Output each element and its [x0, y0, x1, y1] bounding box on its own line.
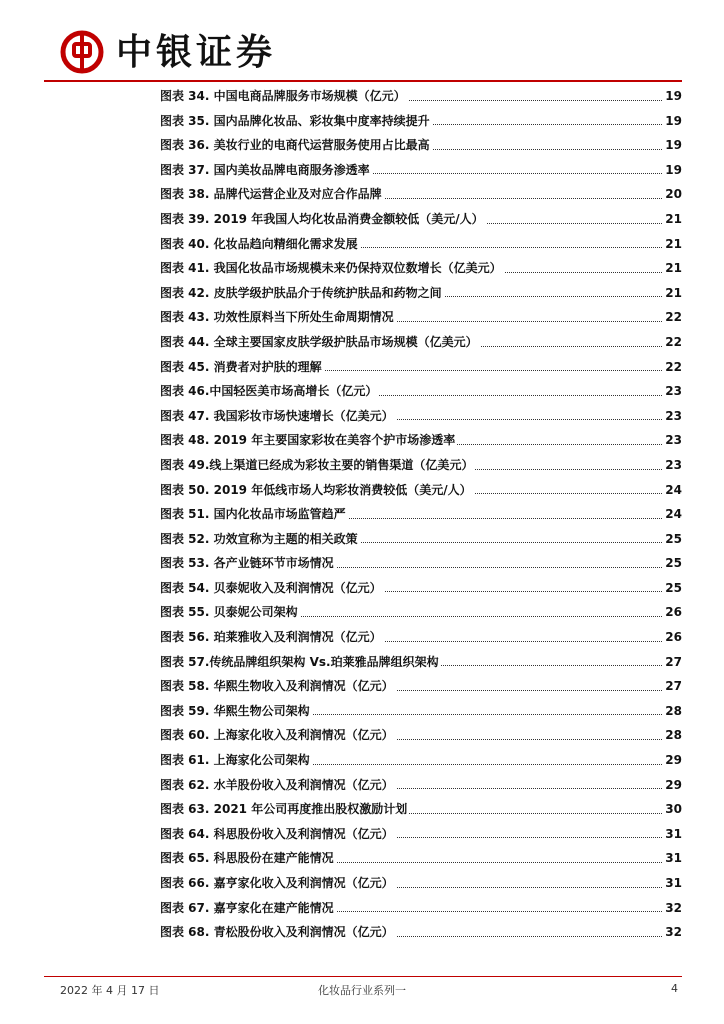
page-number: 4	[671, 982, 678, 995]
toc-entry[interactable]	[160, 84, 682, 109]
toc-entry-label: 图表 54. 贝泰妮收入及利润情况（亿元）	[160, 576, 384, 601]
toc-entry[interactable]	[160, 207, 682, 232]
toc-entry-label: 图表 62. 水羊股份收入及利润情况（亿元）	[160, 773, 396, 798]
toc-entry-label: 图表 57.传统品牌组织架构 Vs.珀莱雅品牌组织架构	[160, 650, 441, 675]
toc-entry[interactable]	[160, 723, 682, 748]
footer-series-title: 化妆品行业系列一	[318, 984, 406, 997]
toc-entry-page: 27	[663, 674, 682, 699]
toc-entry-page: 21	[663, 256, 682, 281]
toc-entry[interactable]	[160, 256, 682, 281]
toc-entry-page: 25	[663, 551, 682, 576]
toc-entry-label: 图表 49.线上渠道已经成为彩妆主要的销售渠道（亿美元）	[160, 453, 475, 478]
toc-entry[interactable]	[160, 871, 682, 896]
toc-entry[interactable]	[160, 232, 682, 257]
toc-entry[interactable]	[160, 600, 682, 625]
toc-entry[interactable]	[160, 502, 682, 527]
toc-entry[interactable]	[160, 822, 682, 847]
toc-entry-label: 图表 60. 上海家化收入及利润情况（亿元）	[160, 723, 396, 748]
toc-entry-page: 31	[663, 822, 682, 847]
toc-entry-page: 29	[663, 773, 682, 798]
toc-entry-label: 图表 40. 化妆品趋向精细化需求发展	[160, 232, 360, 257]
toc-entry-label: 图表 58. 华熙生物收入及利润情况（亿元）	[160, 674, 396, 699]
toc-entry[interactable]	[160, 428, 682, 453]
toc-entry-label: 图表 46.中国轻医美市场高增长（亿元）	[160, 379, 379, 404]
toc-entry-label: 图表 34. 中国电商品牌服务市场规模（亿元）	[160, 84, 408, 109]
toc-entry-label: 图表 36. 美妆行业的电商代运营服务使用占比最高	[160, 133, 432, 158]
toc-entry[interactable]	[160, 478, 682, 503]
toc-entry[interactable]	[160, 773, 682, 798]
toc-entry-page: 32	[663, 896, 682, 921]
toc-entry-label: 图表 45. 消费者对护肤的理解	[160, 355, 324, 380]
toc-entry-label: 图表 55. 贝泰妮公司架构	[160, 600, 300, 625]
toc-entry[interactable]	[160, 674, 682, 699]
toc-entry-page: 28	[663, 699, 682, 724]
toc-entry-label: 图表 50. 2019 年低线市场人均彩妆消费较低（美元/人）	[160, 478, 474, 503]
toc-entry[interactable]	[160, 404, 682, 429]
toc-entry[interactable]	[160, 920, 682, 945]
toc-entry-label: 图表 51. 国内化妆品市场监管趋严	[160, 502, 348, 527]
toc-entry-page: 19	[663, 109, 682, 134]
toc-entry-page: 23	[663, 428, 682, 453]
toc-entry[interactable]	[160, 896, 682, 921]
toc-entry-label: 图表 37. 国内美妆品牌电商服务渗透率	[160, 158, 372, 183]
toc-entry[interactable]	[160, 133, 682, 158]
toc-entry[interactable]	[160, 748, 682, 773]
toc-entry-page: 26	[663, 600, 682, 625]
company-name: 中银证券	[116, 31, 277, 73]
toc-entry[interactable]	[160, 551, 682, 576]
toc-entry[interactable]	[160, 281, 682, 306]
bank-of-china-logo-icon	[60, 30, 104, 74]
header-divider	[44, 80, 682, 82]
toc-entry-page: 31	[663, 846, 682, 871]
toc-entry-label: 图表 56. 珀莱雅收入及利润情况（亿元）	[160, 625, 384, 650]
toc-entry-label: 图表 53. 各产业链环节市场情况	[160, 551, 336, 576]
toc-entry-page: 21	[663, 232, 682, 257]
toc-entry-page: 22	[663, 355, 682, 380]
toc-entry-page: 26	[663, 625, 682, 650]
toc-entry-label: 图表 41. 我国化妆品市场规模未来仍保持双位数增长（亿美元）	[160, 256, 504, 281]
toc-entry[interactable]	[160, 355, 682, 380]
toc-entry-label: 图表 47. 我国彩妆市场快速增长（亿美元）	[160, 404, 396, 429]
toc-entry-page: 19	[663, 133, 682, 158]
toc-entry[interactable]	[160, 797, 682, 822]
toc-entry-label: 图表 68. 青松股份收入及利润情况（亿元）	[160, 920, 396, 945]
footer-divider	[44, 976, 682, 977]
toc-entry[interactable]	[160, 158, 682, 183]
toc-entry-label: 图表 66. 嘉亨家化收入及利润情况（亿元）	[160, 871, 396, 896]
toc-entry-page: 20	[663, 182, 682, 207]
toc-entry[interactable]	[160, 305, 682, 330]
toc-entry-label: 图表 35. 国内品牌化妆品、彩妆集中度率持续提升	[160, 109, 432, 134]
toc-entry[interactable]	[160, 699, 682, 724]
toc-entry-label: 图表 65. 科思股份在建产能情况	[160, 846, 336, 871]
toc-entry-page: 24	[663, 478, 682, 503]
toc-entry-page: 30	[663, 797, 682, 822]
toc-entry[interactable]	[160, 650, 682, 675]
toc-entry-page: 29	[663, 748, 682, 773]
toc-entry-label: 图表 61. 上海家化公司架构	[160, 748, 312, 773]
toc-entry-label: 图表 52. 功效宣称为主题的相关政策	[160, 527, 360, 552]
toc-entry-label: 图表 63. 2021 年公司再度推出股权激励计划	[160, 797, 409, 822]
page-header	[0, 0, 724, 84]
toc-entry[interactable]	[160, 109, 682, 134]
toc-entry[interactable]	[160, 379, 682, 404]
toc-entry-page: 19	[663, 158, 682, 183]
toc-entry-page: 25	[663, 527, 682, 552]
toc-entry-page: 31	[663, 871, 682, 896]
toc-entry-label: 图表 42. 皮肤学级护肤品介于传统护肤品和药物之间	[160, 281, 444, 306]
footer-date: 2022 年 4 月 17 日	[60, 984, 160, 997]
toc-entry-page: 21	[663, 207, 682, 232]
table-of-figures	[160, 84, 682, 945]
toc-entry-page: 22	[663, 305, 682, 330]
toc-entry-label: 图表 48. 2019 年主要国家彩妆在美容个护市场渗透率	[160, 428, 457, 453]
toc-entry-page: 24	[663, 502, 682, 527]
page-footer	[0, 982, 724, 1002]
toc-entry-label: 图表 44. 全球主要国家皮肤学级护肤品市场规模（亿美元）	[160, 330, 480, 355]
toc-entry-label: 图表 38. 品牌代运营企业及对应合作品牌	[160, 182, 384, 207]
toc-entry-page: 28	[663, 723, 682, 748]
toc-entry-label: 图表 64. 科思股份收入及利润情况（亿元）	[160, 822, 396, 847]
toc-entry-label: 图表 43. 功效性原料当下所处生命周期情况	[160, 305, 396, 330]
toc-entry-page: 23	[663, 379, 682, 404]
toc-entry-label: 图表 59. 华熙生物公司架构	[160, 699, 312, 724]
toc-entry-page: 22	[663, 330, 682, 355]
toc-entry-label: 图表 39. 2019 年我国人均化妆品消费金额较低（美元/人）	[160, 207, 486, 232]
toc-entry[interactable]	[160, 330, 682, 355]
toc-entry[interactable]	[160, 453, 682, 478]
toc-entry-page: 23	[663, 404, 682, 429]
toc-entry-label: 图表 67. 嘉亨家化在建产能情况	[160, 896, 336, 921]
toc-entry[interactable]	[160, 846, 682, 871]
toc-entry-page: 25	[663, 576, 682, 601]
toc-entry[interactable]	[160, 576, 682, 601]
toc-entry-page: 19	[663, 84, 682, 109]
toc-entry-page: 23	[663, 453, 682, 478]
toc-entry[interactable]	[160, 625, 682, 650]
toc-entry[interactable]	[160, 527, 682, 552]
toc-entry[interactable]	[160, 182, 682, 207]
toc-entry-page: 27	[663, 650, 682, 675]
toc-entry-page: 21	[663, 281, 682, 306]
toc-entry-page: 32	[663, 920, 682, 945]
